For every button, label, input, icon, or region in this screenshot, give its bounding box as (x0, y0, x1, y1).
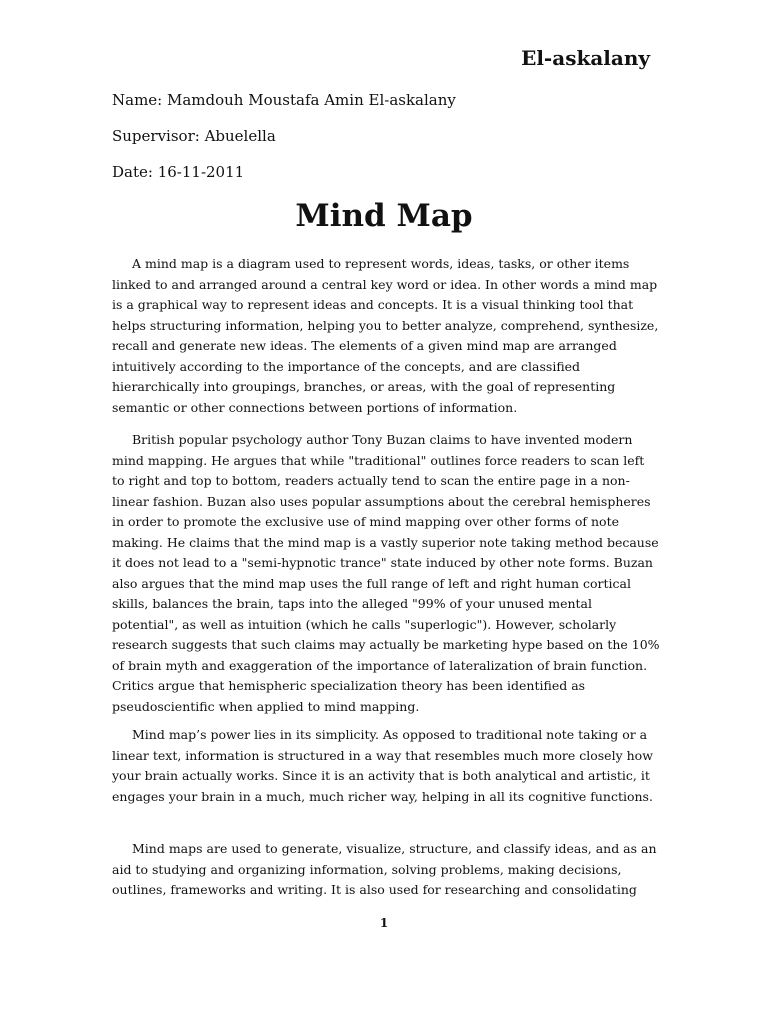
header-author-surname: El-askalany (521, 46, 650, 70)
paragraph-buzan: British popular psychology author Tony Buzan claims to have invented modern mind mapping. He argues that while "traditional" outlines force readers to scan left to right and top to bottom, readers actually tend to scan the entire page in a non-linear fashion. Buzan also uses popular assumptions about the cerebral hemispheres in order to promote the exclusive use of mind mapping over other forms of note making. He claims that the mind map is a vastly superior note taking method because it does not lead to a "semi-hypnotic trance" state induced by other note forms. Buzan also argues that the mind map uses the full range of left and right human cortical skills, balances the brain, taps into the alleged "99% of your unused mental potential", as well as intuition (which he calls "superlogic"). However, scholarly research suggests that such claims may actually be marketing hype based on the 10% of brain myth and exaggeration of the importance of lateralization of brain function. Critics argue that hemispheric specialization theory has been identified as pseudoscientific when applied to mind mapping. (112, 432, 660, 714)
paragraph-uses: Mind maps are used to generate, visualize, structure, and classify ideas, and as an aid to studying and organizing information, solving problems, making decisions, outlines, frameworks and writing. It is also used for researching and consolidating (112, 841, 657, 897)
supervisor-name: Supervisor: Abuelella (112, 127, 276, 145)
student-name: Name: Mamdouh Moustafa Amin El-askalany (112, 91, 456, 109)
paragraph-power: Mind map’s power lies in its simplicity. As opposed to traditional note taking or a linear text, information is structured in a way that resembles much more closely how your brain actually works. Since it is an activity that is both analytical and artistic, it engages your brain in a much, much richer way, helping in all its cognitive functions. (112, 727, 653, 804)
page-number: 1 (379, 916, 389, 930)
paragraph-uses-container (112, 839, 660, 901)
document-date: Date: 16-11-2011 (112, 163, 245, 181)
paragraph-definition: A mind map is a diagram used to represent words, ideas, tasks, or other items linked to and arranged around a central key word or idea. In other words a mind map is a graphical way to represent ideas and concepts. It is a visual thinking tool that helps structuring information, helping you to better analyze, comprehend, synthesize, recall and generate new ideas. The elements of a given mind map are arranged intuitively according to the importance of the concepts, and are classified hierarchically into groupings, branches, or areas, with the goal of representing semantic or other connections between portions of information. (112, 256, 659, 415)
document-title: Mind Map (295, 198, 473, 234)
